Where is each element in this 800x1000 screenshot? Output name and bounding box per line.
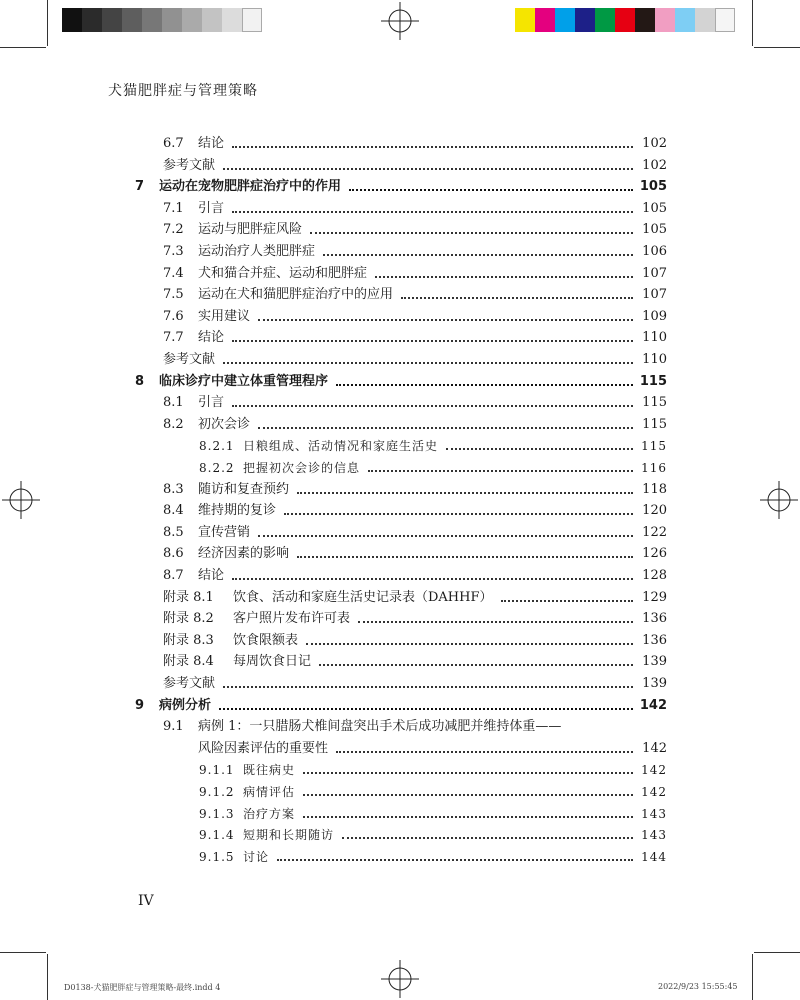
toc-entry-page: 102 — [642, 136, 667, 151]
toc-chapter-row — [135, 175, 667, 195]
toc-entry-page: 143 — [641, 828, 667, 843]
toc-entry-title: 短期和长期随访 — [243, 828, 335, 843]
toc-entry-number: 9.1.4 — [199, 828, 235, 843]
registration-mark-icon — [381, 960, 419, 998]
toc-entry-title: 参考文献 — [163, 157, 216, 173]
toc-entry-page: 106 — [642, 244, 667, 259]
dot-leader — [232, 211, 633, 213]
toc-section-row — [135, 154, 667, 174]
dot-leader — [336, 751, 633, 753]
crop-mark — [752, 0, 753, 46]
toc-entry-page: 139 — [642, 654, 667, 670]
toc-entry-number: 8.1 — [163, 395, 184, 411]
toc-entry-page: 110 — [642, 330, 667, 346]
toc-entry-number: 9.1.3 — [199, 806, 235, 821]
toc-entry-title: 运动在宠物肥胖症治疗中的作用 — [159, 179, 342, 195]
toc-entry-number: 7.5 — [163, 287, 184, 303]
dot-leader — [258, 427, 633, 429]
toc-entry-page: 136 — [642, 611, 667, 627]
toc-entry-number: 附录 8.1 — [163, 589, 214, 605]
toc-entry-number: 8.3 — [163, 481, 184, 497]
toc-entry-title: 结论 — [198, 136, 225, 151]
dot-leader — [323, 254, 633, 256]
slug-filename: D0138-犬猫肥胖症与管理策略-最终.indd 4 — [64, 983, 221, 992]
toc-subsection-row — [135, 845, 667, 865]
toc-entry-title: 结论 — [198, 330, 225, 346]
toc-entry-page: 126 — [642, 546, 667, 562]
toc-entry-page: 107 — [642, 287, 667, 303]
toc-section-row — [135, 391, 667, 411]
toc-entry-title: 参考文献 — [163, 676, 216, 691]
toc-entry-number: 9 — [135, 697, 145, 713]
toc-entry-page: 107 — [642, 265, 667, 281]
toc-entry-page: 142 — [641, 785, 667, 799]
toc-entry-number: 附录 8.3 — [163, 632, 214, 648]
dot-leader — [310, 232, 633, 234]
toc-entry-number: 8.2.1 — [199, 439, 235, 454]
toc-section-row — [135, 499, 667, 519]
toc-entry-title: 引言 — [198, 200, 225, 216]
registration-mark-icon — [381, 2, 419, 40]
toc-entry-page: 142 — [642, 740, 667, 756]
toc-entry-number: 8.2.2 — [199, 461, 235, 475]
dot-leader — [336, 384, 633, 386]
toc-section-row — [135, 629, 667, 649]
toc-entry-number: 7.1 — [163, 200, 184, 216]
toc-entry-number: 7.4 — [163, 265, 184, 281]
crop-mark — [754, 47, 800, 48]
crop-mark — [752, 954, 753, 1000]
toc-entry-title: 宣传营销 — [198, 524, 251, 540]
toc-entry-title: 经济因素的影响 — [198, 546, 290, 562]
toc-entry-page: 120 — [642, 503, 667, 519]
toc-section-row — [135, 715, 667, 735]
dot-leader — [223, 686, 633, 688]
toc-entry-page: 129 — [642, 589, 667, 605]
toc-chapter-row — [135, 370, 667, 390]
dot-leader — [306, 643, 633, 645]
toc-entry-page: 109 — [642, 308, 667, 324]
toc-entry-title: 治疗方案 — [243, 806, 296, 821]
toc-section-row — [135, 737, 667, 757]
toc-entry-title: 讨论 — [243, 849, 270, 864]
toc-section-row — [135, 218, 667, 238]
dot-leader — [375, 276, 633, 278]
registration-mark-icon — [2, 481, 40, 519]
toc-entry-title: 日粮组成、活动情况和家庭生活史 — [243, 439, 439, 454]
toc-entry-title: 随访和复查预约 — [198, 481, 290, 497]
toc-entry-number: 6.7 — [163, 136, 184, 151]
toc-entry-title: 饮食、活动和家庭生活史记录表（DAHHF） — [233, 589, 493, 605]
toc-entry-title: 运动与肥胖症风险 — [198, 222, 303, 238]
page-number: IV — [138, 893, 154, 909]
dot-leader — [258, 535, 633, 537]
toc-section-row — [135, 586, 667, 606]
toc-entry-number: 7.2 — [163, 222, 184, 238]
dot-leader — [342, 837, 633, 839]
toc-entry-number: 9.1.2 — [199, 785, 235, 799]
dot-leader — [401, 297, 633, 299]
toc-subsection-row — [135, 434, 667, 454]
toc-entry-title: 病情评估 — [243, 785, 296, 799]
toc-entry-page: 136 — [642, 632, 667, 648]
dot-leader — [501, 600, 633, 602]
toc-section-row — [135, 542, 667, 562]
toc-entry-title: 实用建议 — [198, 308, 251, 324]
toc-entry-title: 风险因素评估的重要性 — [198, 740, 329, 756]
registration-mark-icon — [760, 481, 798, 519]
dot-leader — [277, 859, 633, 861]
toc-entry-title: 客户照片发布许可表 — [233, 611, 351, 627]
toc-subsection-row — [135, 823, 667, 843]
toc-subsection-row — [135, 758, 667, 778]
toc-subsection-row — [135, 802, 667, 822]
dot-leader — [232, 405, 633, 407]
toc-entry-title: 引言 — [198, 395, 225, 411]
toc-entry-page: 115 — [641, 439, 667, 454]
toc-entry-page: 143 — [641, 806, 667, 821]
toc-section-row — [135, 262, 667, 282]
crop-mark — [0, 47, 46, 48]
toc-section-row — [135, 478, 667, 498]
toc-entry-title: 犬和猫合并症、运动和肥胖症 — [198, 265, 368, 281]
toc-entry-title: 病例 1：一只腊肠犬椎间盘突出手术后成功减肥并维持体重—— — [198, 719, 562, 735]
toc-entry-page: 115 — [642, 416, 667, 432]
toc-entry-title: 病例分析 — [159, 697, 212, 713]
toc-entry-title: 临床诊疗中建立体重管理程序 — [159, 373, 329, 389]
toc-entry-title: 既往病史 — [243, 763, 296, 778]
dot-leader — [319, 664, 633, 666]
toc-entry-title: 饮食限额表 — [233, 632, 299, 648]
crop-mark — [47, 954, 48, 1000]
toc-entry-page: 142 — [639, 697, 667, 713]
slug-datetime: 2022/9/23 15:55:45 — [658, 982, 738, 991]
toc-entry-title: 每周饮食日记 — [233, 654, 312, 670]
dot-leader — [219, 708, 633, 710]
dot-leader — [368, 470, 633, 472]
toc-entry-page: 105 — [642, 200, 667, 216]
dot-leader — [358, 621, 633, 623]
crop-mark — [47, 0, 48, 46]
toc-section-row — [135, 672, 667, 692]
toc-entry-number: 9.1.1 — [199, 763, 235, 778]
toc-section-row — [135, 305, 667, 325]
grayscale-color-bar — [62, 8, 262, 32]
toc-entry-page: 142 — [641, 763, 667, 778]
dot-leader — [446, 448, 633, 450]
toc-section-row — [135, 521, 667, 541]
dot-leader — [303, 794, 633, 796]
dot-leader — [232, 340, 633, 342]
toc-entry-title: 结论 — [198, 568, 225, 583]
toc-section-row — [135, 283, 667, 303]
toc-entry-title: 把握初次会诊的信息 — [243, 461, 361, 475]
toc-entry-page: 144 — [641, 849, 667, 864]
dot-leader — [303, 772, 633, 774]
toc-entry-page: 116 — [641, 461, 667, 475]
dot-leader — [223, 168, 633, 170]
toc-entry-number: 8.7 — [163, 568, 184, 583]
crop-mark — [754, 952, 800, 953]
toc-section-row — [135, 348, 667, 368]
dot-leader — [232, 578, 633, 580]
toc-entry-page: 105 — [639, 179, 667, 195]
toc-entry-number: 7.3 — [163, 244, 184, 259]
toc-section-row — [135, 132, 667, 152]
toc-entry-number: 9.1.5 — [199, 849, 235, 864]
toc-section-row — [135, 607, 667, 627]
toc-entry-number: 8 — [135, 373, 145, 389]
toc-subsection-row — [135, 780, 667, 800]
toc-entry-page: 122 — [642, 524, 667, 540]
toc-entry-number: 附录 8.2 — [163, 611, 214, 627]
toc-entry-number: 7.6 — [163, 308, 184, 324]
dot-leader — [232, 146, 633, 148]
toc-entry-number: 8.4 — [163, 503, 184, 519]
crop-mark — [0, 952, 46, 953]
dot-leader — [349, 189, 633, 191]
toc-chapter-row — [135, 694, 667, 714]
toc-entry-number: 附录 8.4 — [163, 654, 214, 670]
toc-section-row — [135, 326, 667, 346]
toc-entry-page: 139 — [642, 676, 667, 691]
toc-section-row — [135, 413, 667, 433]
toc-entry-page: 118 — [642, 481, 667, 497]
dot-leader — [258, 319, 633, 321]
toc-entry-number: 8.5 — [163, 524, 184, 540]
toc-entry-page: 105 — [642, 222, 667, 238]
toc-subsection-row — [135, 456, 667, 476]
toc-entry-number: 8.2 — [163, 416, 184, 432]
toc-entry-page: 115 — [642, 395, 667, 411]
toc-entry-page: 102 — [642, 157, 667, 173]
toc-entry-title: 初次会诊 — [198, 416, 251, 432]
dot-leader — [223, 362, 633, 364]
toc-entry-title: 运动治疗人类肥胖症 — [198, 244, 316, 259]
toc-section-row — [135, 197, 667, 217]
toc-entry-page: 110 — [642, 352, 667, 367]
toc-entry-number: 9.1 — [163, 719, 184, 735]
toc-entry-page: 128 — [642, 568, 667, 583]
dot-leader — [284, 513, 633, 515]
toc-entry-number: 7.7 — [163, 330, 184, 346]
dot-leader — [303, 816, 633, 818]
cmyk-color-bar — [515, 8, 735, 32]
running-head: 犬猫肥胖症与管理策略 — [108, 83, 258, 99]
toc-entry-page: 115 — [639, 373, 667, 389]
dot-leader — [297, 556, 633, 558]
toc-entry-title: 参考文献 — [163, 352, 216, 367]
toc-entry-number: 8.6 — [163, 546, 184, 562]
dot-leader — [297, 492, 633, 494]
toc-entry-title: 运动在犬和猫肥胖症治疗中的应用 — [198, 287, 394, 303]
toc-entry-number: 7 — [135, 179, 145, 195]
toc-entry-title: 维持期的复诊 — [198, 503, 277, 519]
toc-section-row — [135, 240, 667, 260]
toc-section-row — [135, 564, 667, 584]
toc-section-row — [135, 650, 667, 670]
